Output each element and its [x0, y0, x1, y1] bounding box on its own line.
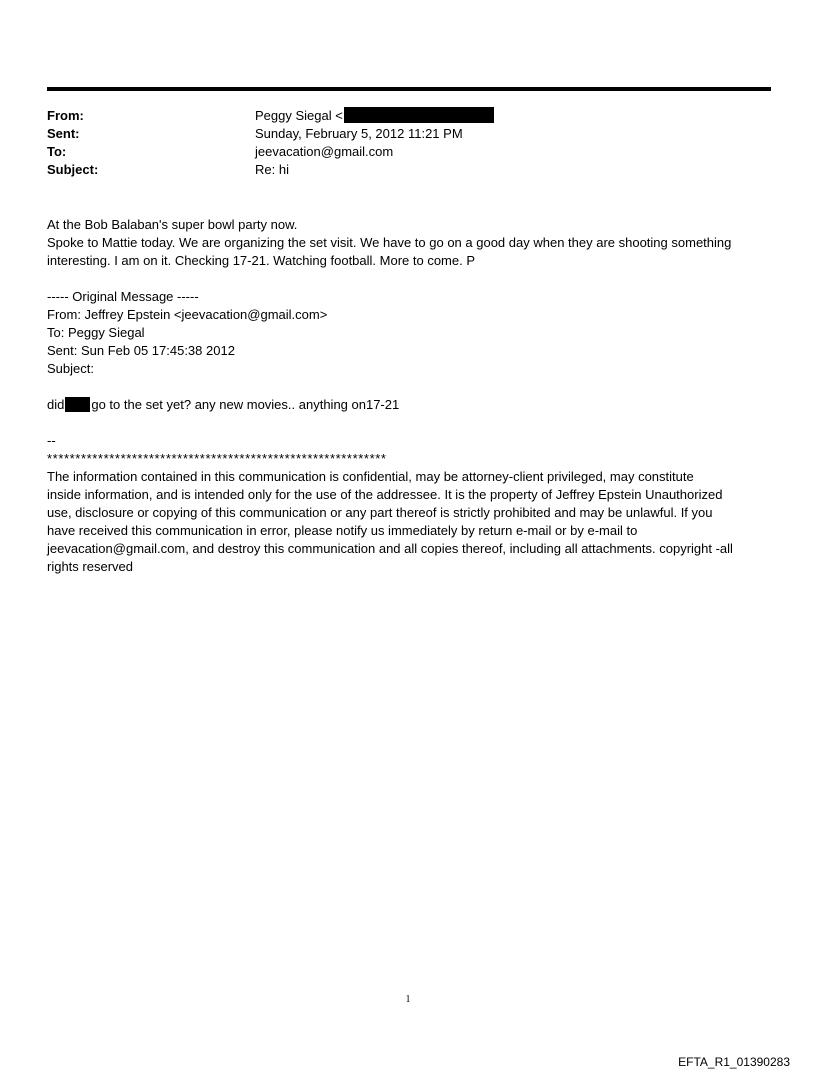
email-body	[47, 216, 772, 576]
disclaimer-line: inside information, and is intended only for the use of the addressee. It is the property of Jeffrey Epstein Unauthorized	[47, 487, 723, 502]
to-value: jeevacation@gmail.com	[255, 144, 394, 159]
subject-value: Re: hi	[255, 162, 289, 177]
from-value: Peggy Siegal <	[255, 107, 494, 125]
disclaimer-line: The information contained in this communication is confidential, may be attorney-client privileged, may constitute	[47, 469, 694, 484]
document-id: EFTA_R1_01390283	[678, 1055, 790, 1069]
original-from: From: Jeffrey Epstein <jeevacation@gmail.com>	[47, 307, 328, 322]
redaction-box	[65, 397, 90, 412]
original-sent: Sent: Sun Feb 05 17:45:38 2012	[47, 343, 235, 358]
disclaimer-line: use, disclosure or copying of this communication or any part thereof is strictly prohibited and may be unlawful. If you	[47, 505, 713, 520]
from-row	[47, 107, 494, 125]
body-line: interesting. I am on it. Checking 17-21. Watching football. More to come. P	[47, 253, 476, 268]
original-to: To: Peggy Siegal	[47, 325, 145, 340]
body-line: Spoke to Mattie today. We are organizing the set visit. We have to go on a good day when they are shooting something	[47, 235, 732, 250]
original-message-text: did go to the set yet? any new movies.. anything on17-21	[47, 397, 400, 412]
sent-row	[47, 125, 494, 143]
sent-label: Sent:	[47, 126, 80, 141]
body-line: At the Bob Balaban's super bowl party now.	[47, 217, 298, 232]
to-label: To:	[47, 144, 67, 159]
redaction-box	[344, 107, 494, 123]
disclaimer-line: jeevacation@gmail.com, and destroy this communication and all copies thereof, including all attachments. copyright -all	[47, 541, 733, 556]
signature-dashes: --	[47, 433, 56, 448]
from-label: From:	[47, 108, 84, 123]
sent-value: Sunday, February 5, 2012 11:21 PM	[255, 126, 463, 141]
header-rule	[47, 87, 771, 91]
email-header	[47, 107, 494, 179]
disclaimer-line: have received this communication in error, please notify us immediately by return e-mail or by e-mail to	[47, 523, 638, 538]
page-number: 1	[405, 994, 411, 1005]
signature-stars: ************************************************************	[47, 451, 387, 466]
subject-row	[47, 161, 494, 179]
subject-label: Subject:	[47, 162, 99, 177]
original-message-divider: ----- Original Message -----	[47, 289, 199, 304]
original-subject: Subject:	[47, 361, 94, 376]
disclaimer-line: rights reserved	[47, 559, 133, 574]
to-row	[47, 143, 494, 161]
